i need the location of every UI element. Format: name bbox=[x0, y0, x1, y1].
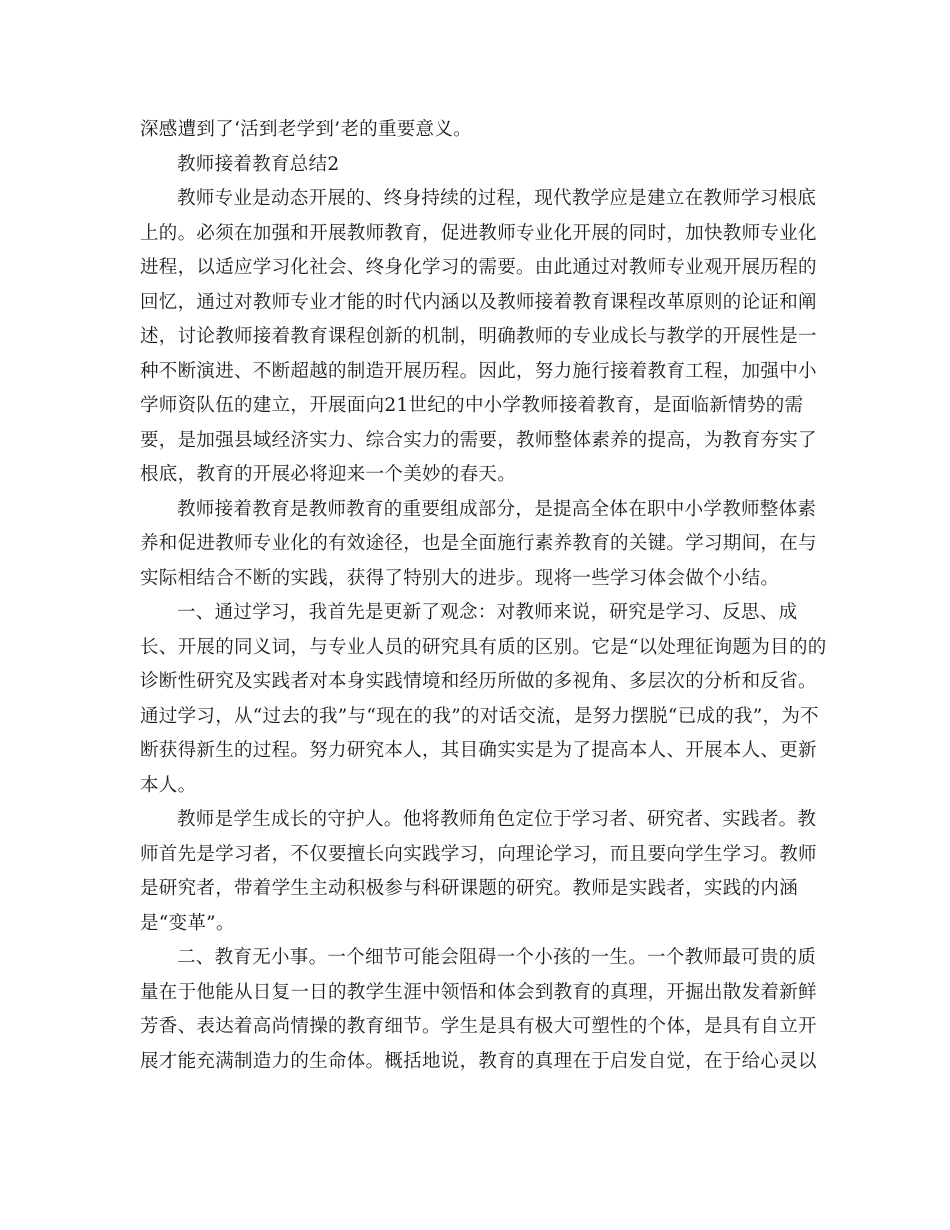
section-heading: 教师接着教育总结2 bbox=[177, 153, 340, 175]
paragraph: 教师专业是动态开展的、终身持续的过程，现代教学应是建立在教师学习根底上的。必须在加强和开展教师教育，促进教师专业化开展的同时，加快教师专业化进程，以适应学习化社会、终身化学习的需要。由此通过对教师专业观开展历程的回忆，通过对教师专业才能的时代内涵以及教师接着教育课程改革原则的论证和阐述，讨论教师接着教育课程创新的机制，明确教师的专业成长与教学的开展性是一种不断演进、不断超越的制造开展历程。因此，努力施行接着教育工程，加强中小学师资队伍的建立，开展面向21世纪的中小学教师接着教育，是面临新情势的需要，是加强县域经济实力、综合实力的需要，教师整体素养的提高，为教育夯实了根底，教育的开展必将迎来一个美妙的春天。 bbox=[140, 188, 817, 485]
paragraph: 一、通过学习，我首先是更新了观念：对教师来说，研究是学习、反思、成长、开展的同义词，与专业人员的研究具有质的区别。它是“以处理征询题为目的的诊断性研究及实践者对本身实践情境和经历所做的多视角、多层次的分析和反省。通过学习，从“过去的我”与“现在的我”的对话交流，是努力摆脱“已成的我”，为不断获得新生的过程。努力研究本人，其目确实实是为了提高本人、开展本人、更新本人。 bbox=[140, 602, 827, 796]
document-body bbox=[140, 113, 830, 1079]
paragraph-continuation: 深感遭到了‘活到老学到’老的重要意义。 bbox=[140, 119, 472, 140]
paragraph: 二、教育无小事。一个细节可能会阻碍一个小孩的一生。一个教师最可贵的质量在于他能从日复一日的教学生涯中领悟和体会到教育的真理，开掘出散发着新鲜芳香、表达着高尚情操的教育细节。学生是具有极大可塑性的个体，是具有自立开展才能充满制造力的生命体。概括地说，教育的真理在于启发自觉，在于给心灵以 bbox=[140, 947, 817, 1072]
paragraph: 教师接着教育是教师教育的重要组成部分，是提高全体在职中小学教师整体素养和促进教师专业化的有效途径，也是全面施行素养教育的关键。学习期间，在与实际相结合不断的实践，获得了特别大的进步。现将一些学习体会做个小结。 bbox=[140, 498, 817, 589]
paragraph: 教师是学生成长的守护人。他将教师角色定位于学习者、研究者、实践者。教师首先是学习者，不仅要擅长向实践学习，向理论学习，而且要向学生学习。教师是研究者，带着学生主动积极参与科研课题的研究。教师是实践者，实践的内涵是“变革”。 bbox=[140, 809, 817, 934]
